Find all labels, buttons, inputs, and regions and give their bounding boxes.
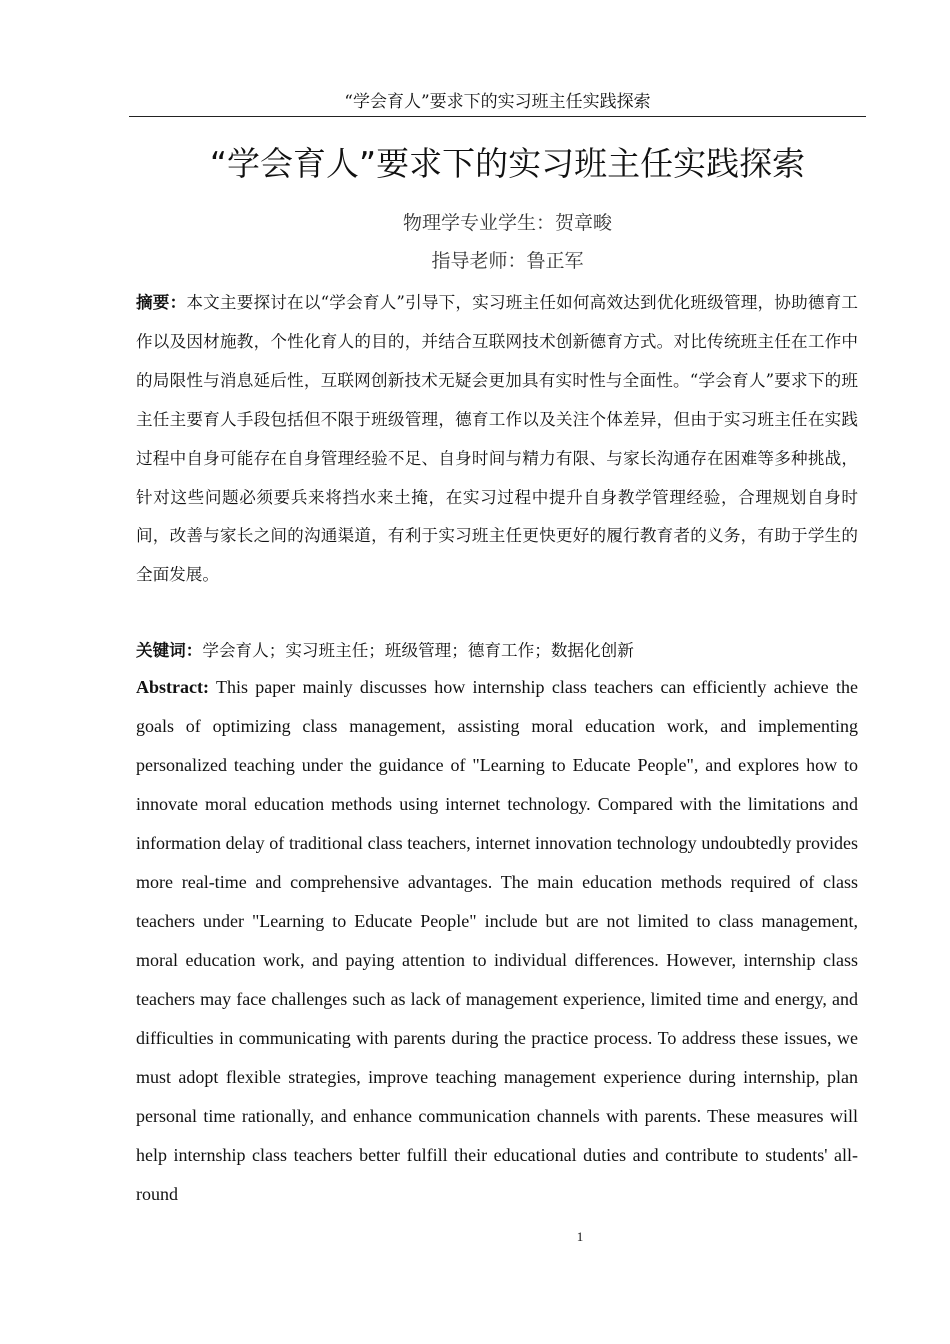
abstract-english-label: Abstract:	[136, 677, 209, 697]
keywords-chinese	[136, 633, 858, 669]
running-header-text: “学会育人”要求下的实习班主任实践探索	[344, 92, 651, 112]
abstract-english-text: This paper mainly discusses how internship class teachers can efficiently achieve the goals of optimizing class management, assisting moral education work, and implementing personalized teaching under the guidance of "Learning to Educate People", and explores how to innovate moral education methods using internet technology. Compared with the limitations and information delay of traditional class teachers, internet innovation technology undoubtedly provides more real-time and comprehensive advantages. The main education methods required of class teachers under "Learning to Educate People" include but are not limited to class management, moral education work, and paying attention to individual differences. However, internship class teachers may face challenges such as lack of management experience, limited time and energy, and difficulties in communicating with parents during the practice process. To address these issues, we must adopt flexible strategies, improve teaching management experience during internship, plan personal time rationally, and enhance communication channels with parents. These measures will help internship class teachers better fulfill their educational duties and contribute to students' all-round	[136, 677, 858, 1204]
paper-title: “学会育人”要求下的实习班主任实践探索	[209, 144, 806, 183]
abstract-chinese-text: 本文主要探讨在以“学会育人”引导下，实习班主任如何高效达到优化班级管理，协助德育工作以及因材施教，个性化育人的目的，并结合互联网技术创新德育方式。对比传统班主任在工作中的局限性与消息延后性，互联网创新技术无疑会更加具有实时性与全面性。“学会育人”要求下的班主任主要育人手段包括但不限于班级管理，德育工作以及关注个体差异，但由于实习班主任在实践过程中自身可能存在自身管理经验不足、自身时间与精力有限、与家长沟通存在困难等多种挑战，针对这些问题必须要兵来将挡水来土掩，在实习过程中提升自身教学管理经验，合理规划自身时间，改善与家长之间的沟通渠道，有利于实习班主任更快更好的履行教育者的义务，有助于学生的全面发展。	[136, 293, 859, 585]
page-number: 1	[576, 1229, 584, 1244]
author-student: 物理学专业学生：贺章畯	[402, 212, 612, 234]
keywords-label: 关键词：	[136, 641, 203, 660]
running-header	[129, 90, 866, 117]
abstract-english	[136, 668, 858, 1214]
keywords-text: 学会育人；实习班主任；班级管理；德育工作；数据化创新	[202, 641, 634, 660]
author-advisor: 指导老师：鲁正军	[431, 250, 584, 272]
abstract-chinese	[136, 284, 858, 595]
abstract-chinese-label: 摘要：	[136, 293, 187, 312]
